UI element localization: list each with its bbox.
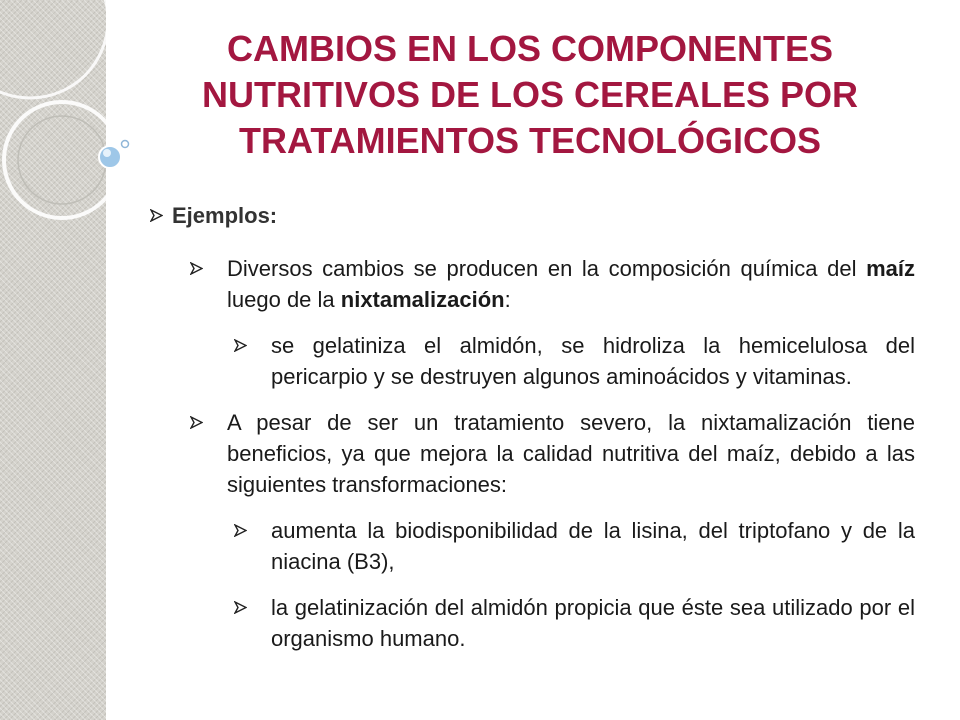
point-1-part3: : bbox=[504, 287, 511, 312]
point-1-part2: luego de la bbox=[227, 287, 341, 312]
arrowhead-bullet-icon bbox=[234, 339, 271, 352]
title-line-3: TRATAMIENTOS TECNOLÓGICOS bbox=[239, 120, 821, 161]
title-line-2: NUTRITIVOS DE LOS CEREALES POR bbox=[201, 74, 859, 115]
point-2-sub-2-text: la gelatinización del almidón propicia que éste sea utilizado por el organismo humano. bbox=[271, 595, 915, 651]
slide-title bbox=[150, 26, 910, 164]
bullet-point-1-sub bbox=[150, 330, 915, 392]
point-1-part1: Diversos cambios se producen en la composición química del bbox=[227, 256, 867, 281]
bullet-heading bbox=[150, 200, 915, 231]
point-1-sub-text: se gelatiniza el almidón, se hidroliza la hemicelulosa del pericarpio y se destruyen algunos aminoácidos y vitaminas. bbox=[271, 333, 915, 389]
arrowhead-bullet-icon bbox=[190, 416, 227, 429]
slide-content bbox=[150, 200, 915, 669]
arrowhead-bullet-icon bbox=[150, 209, 172, 222]
arrowhead-bullet-icon bbox=[234, 601, 271, 614]
point-1-bold-maiz: maíz bbox=[866, 256, 915, 281]
point-2-text: A pesar de ser un tratamiento severo, la nixtamalización tiene beneficios, ya que mejora la calidad nutritiva del maíz, debido a las siguientes transformaciones: bbox=[227, 410, 915, 497]
bullet-point-2-sub-2 bbox=[150, 592, 915, 654]
bullet-point-2 bbox=[150, 407, 915, 500]
title-line-1: CAMBIOS EN LOS COMPONENTES bbox=[226, 28, 834, 69]
bullet-point-1 bbox=[150, 253, 915, 315]
arrowhead-bullet-icon bbox=[234, 524, 271, 537]
heading-text: Ejemplos: bbox=[172, 203, 278, 228]
arrowhead-bullet-icon bbox=[190, 262, 227, 275]
point-1-bold-nixtamalizacion: nixtamalización bbox=[340, 287, 505, 312]
point-2-sub-1-text: aumenta la biodisponibilidad de la lisina, del triptofano y de la niacina (B3), bbox=[271, 518, 915, 574]
point-1-text bbox=[227, 253, 915, 315]
bullet-point-2-sub-1 bbox=[150, 515, 915, 577]
